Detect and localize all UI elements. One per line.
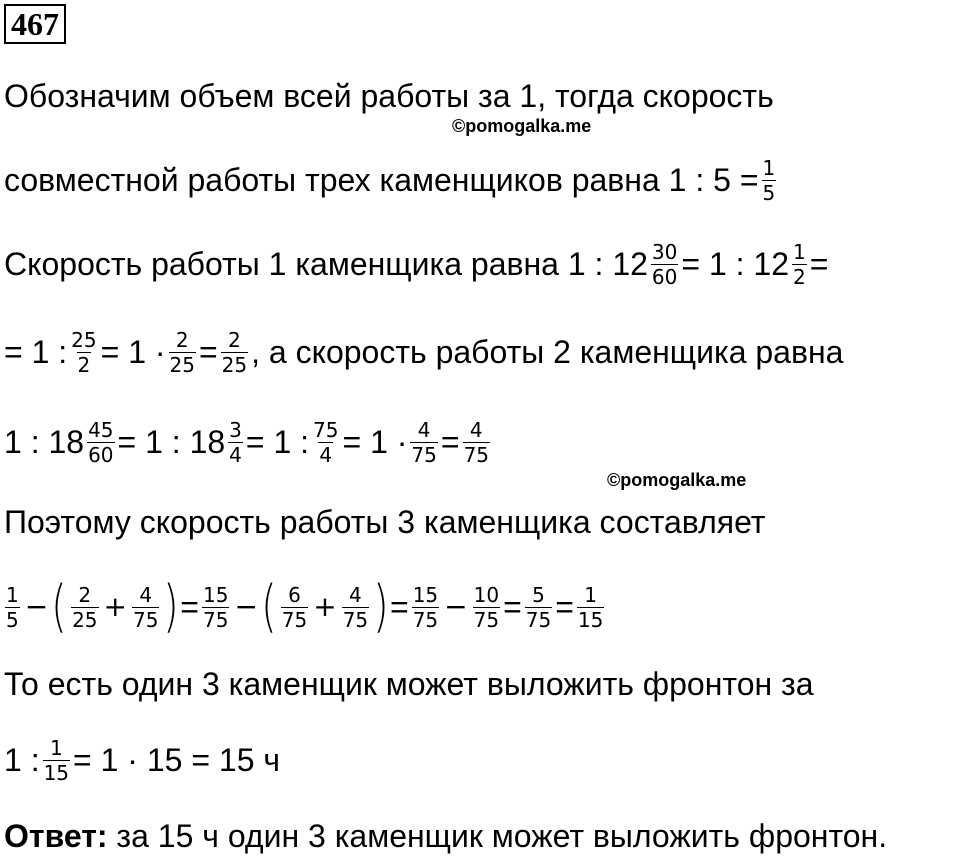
line-text: То есть один 3 каменщик может выложить фронтон за: [4, 666, 814, 702]
fraction: $\frac{2}{25}$: [221, 327, 248, 377]
line-text: = 1 :: [245, 424, 310, 460]
text-line-6: [4, 502, 765, 542]
fraction: $\frac{4}{75}$: [132, 582, 159, 632]
text-line-5: [4, 410, 493, 474]
fraction: $\frac{45}{60}$: [88, 417, 114, 467]
equals: =: [440, 424, 460, 460]
fraction: $\frac{1}{2}$: [793, 239, 806, 289]
fraction: $\frac{5}{75}$: [525, 582, 552, 632]
line-text: = 1 · 15 = 15 ч: [73, 742, 281, 778]
equals: =: [503, 589, 522, 625]
line-text: , а скорость работы 2 каменщика равна: [251, 334, 844, 370]
fraction: $\frac{1}{5}$: [762, 155, 776, 205]
minus: −: [444, 590, 468, 623]
fraction: $\frac{25}{2}$: [71, 327, 97, 377]
line-text: совместной работы трех каменщиков равна 1 : 5 =: [4, 162, 759, 198]
fraction: $\frac{3}{4}$: [229, 417, 242, 467]
left-paren: (: [261, 574, 277, 639]
text-line-4: [4, 320, 843, 384]
fraction: $\frac{15}{75}$: [202, 582, 229, 632]
line-text: 1 :: [4, 742, 40, 778]
plus: +: [313, 590, 337, 623]
minus: −: [234, 590, 258, 623]
fraction: $\frac{1}{15}$: [577, 582, 604, 632]
line-text: Обозначим объем всей работы за 1, тогда скорость: [4, 78, 774, 114]
equals: =: [555, 589, 574, 625]
watermark: ©pomogalka.me: [607, 470, 747, 490]
fraction: $\frac{10}{75}$: [473, 582, 500, 632]
text-line-2: [4, 148, 779, 212]
line-text: = 1 ·: [100, 334, 166, 370]
fraction: $\frac{2}{25}$: [72, 582, 98, 632]
plus: +: [103, 590, 127, 623]
right-paren: ): [163, 574, 180, 639]
fraction: $\frac{2}{25}$: [169, 327, 195, 377]
text-line-8: [4, 664, 814, 704]
answer-label: Ответ:: [4, 818, 108, 854]
fraction: $\frac{30}{60}$: [651, 239, 678, 289]
line-text: = 1 : 18: [117, 424, 226, 460]
line-text: Скорость работы 1 каменщика равна 1 : 12: [4, 246, 648, 282]
left-paren: (: [51, 574, 67, 639]
line-text: = 1 : 12: [681, 246, 789, 282]
fraction: $\frac{4}{75}$: [411, 417, 437, 467]
fraction: $\frac{4}{75}$: [342, 582, 369, 632]
right-paren: ): [373, 574, 389, 639]
fraction: $\frac{6}{75}$: [281, 582, 308, 632]
fraction: $\frac{15}{75}$: [412, 582, 439, 632]
text-line-1: [4, 76, 774, 116]
watermark: ©pomogalka.me: [452, 116, 592, 136]
answer-line: [4, 816, 887, 856]
line-text: = 1 ·: [342, 424, 408, 460]
problem-number: 467: [4, 4, 66, 44]
text-line-9: [4, 728, 280, 792]
text-line-7: [2, 572, 607, 642]
equals: =: [390, 589, 409, 625]
equals: =: [180, 589, 199, 625]
line-text: =: [809, 246, 829, 282]
line-text: Поэтому скорость работы 3 каменщика составляет: [4, 504, 766, 540]
fraction: $\frac{1}{15}$: [43, 735, 70, 785]
line-text: = 1 :: [4, 334, 68, 370]
equals: =: [198, 334, 218, 370]
answer-text: за 15 ч один 3 каменщик может выложить фронтон.: [107, 818, 888, 854]
line-text: 1 : 18: [4, 424, 85, 460]
fraction: $\frac{4}{75}$: [463, 417, 490, 467]
fraction: $\frac{1}{5}$: [6, 582, 19, 632]
minus: −: [24, 590, 49, 623]
text-line-3: [4, 232, 828, 296]
fraction: $\frac{75}{4}$: [313, 417, 339, 467]
